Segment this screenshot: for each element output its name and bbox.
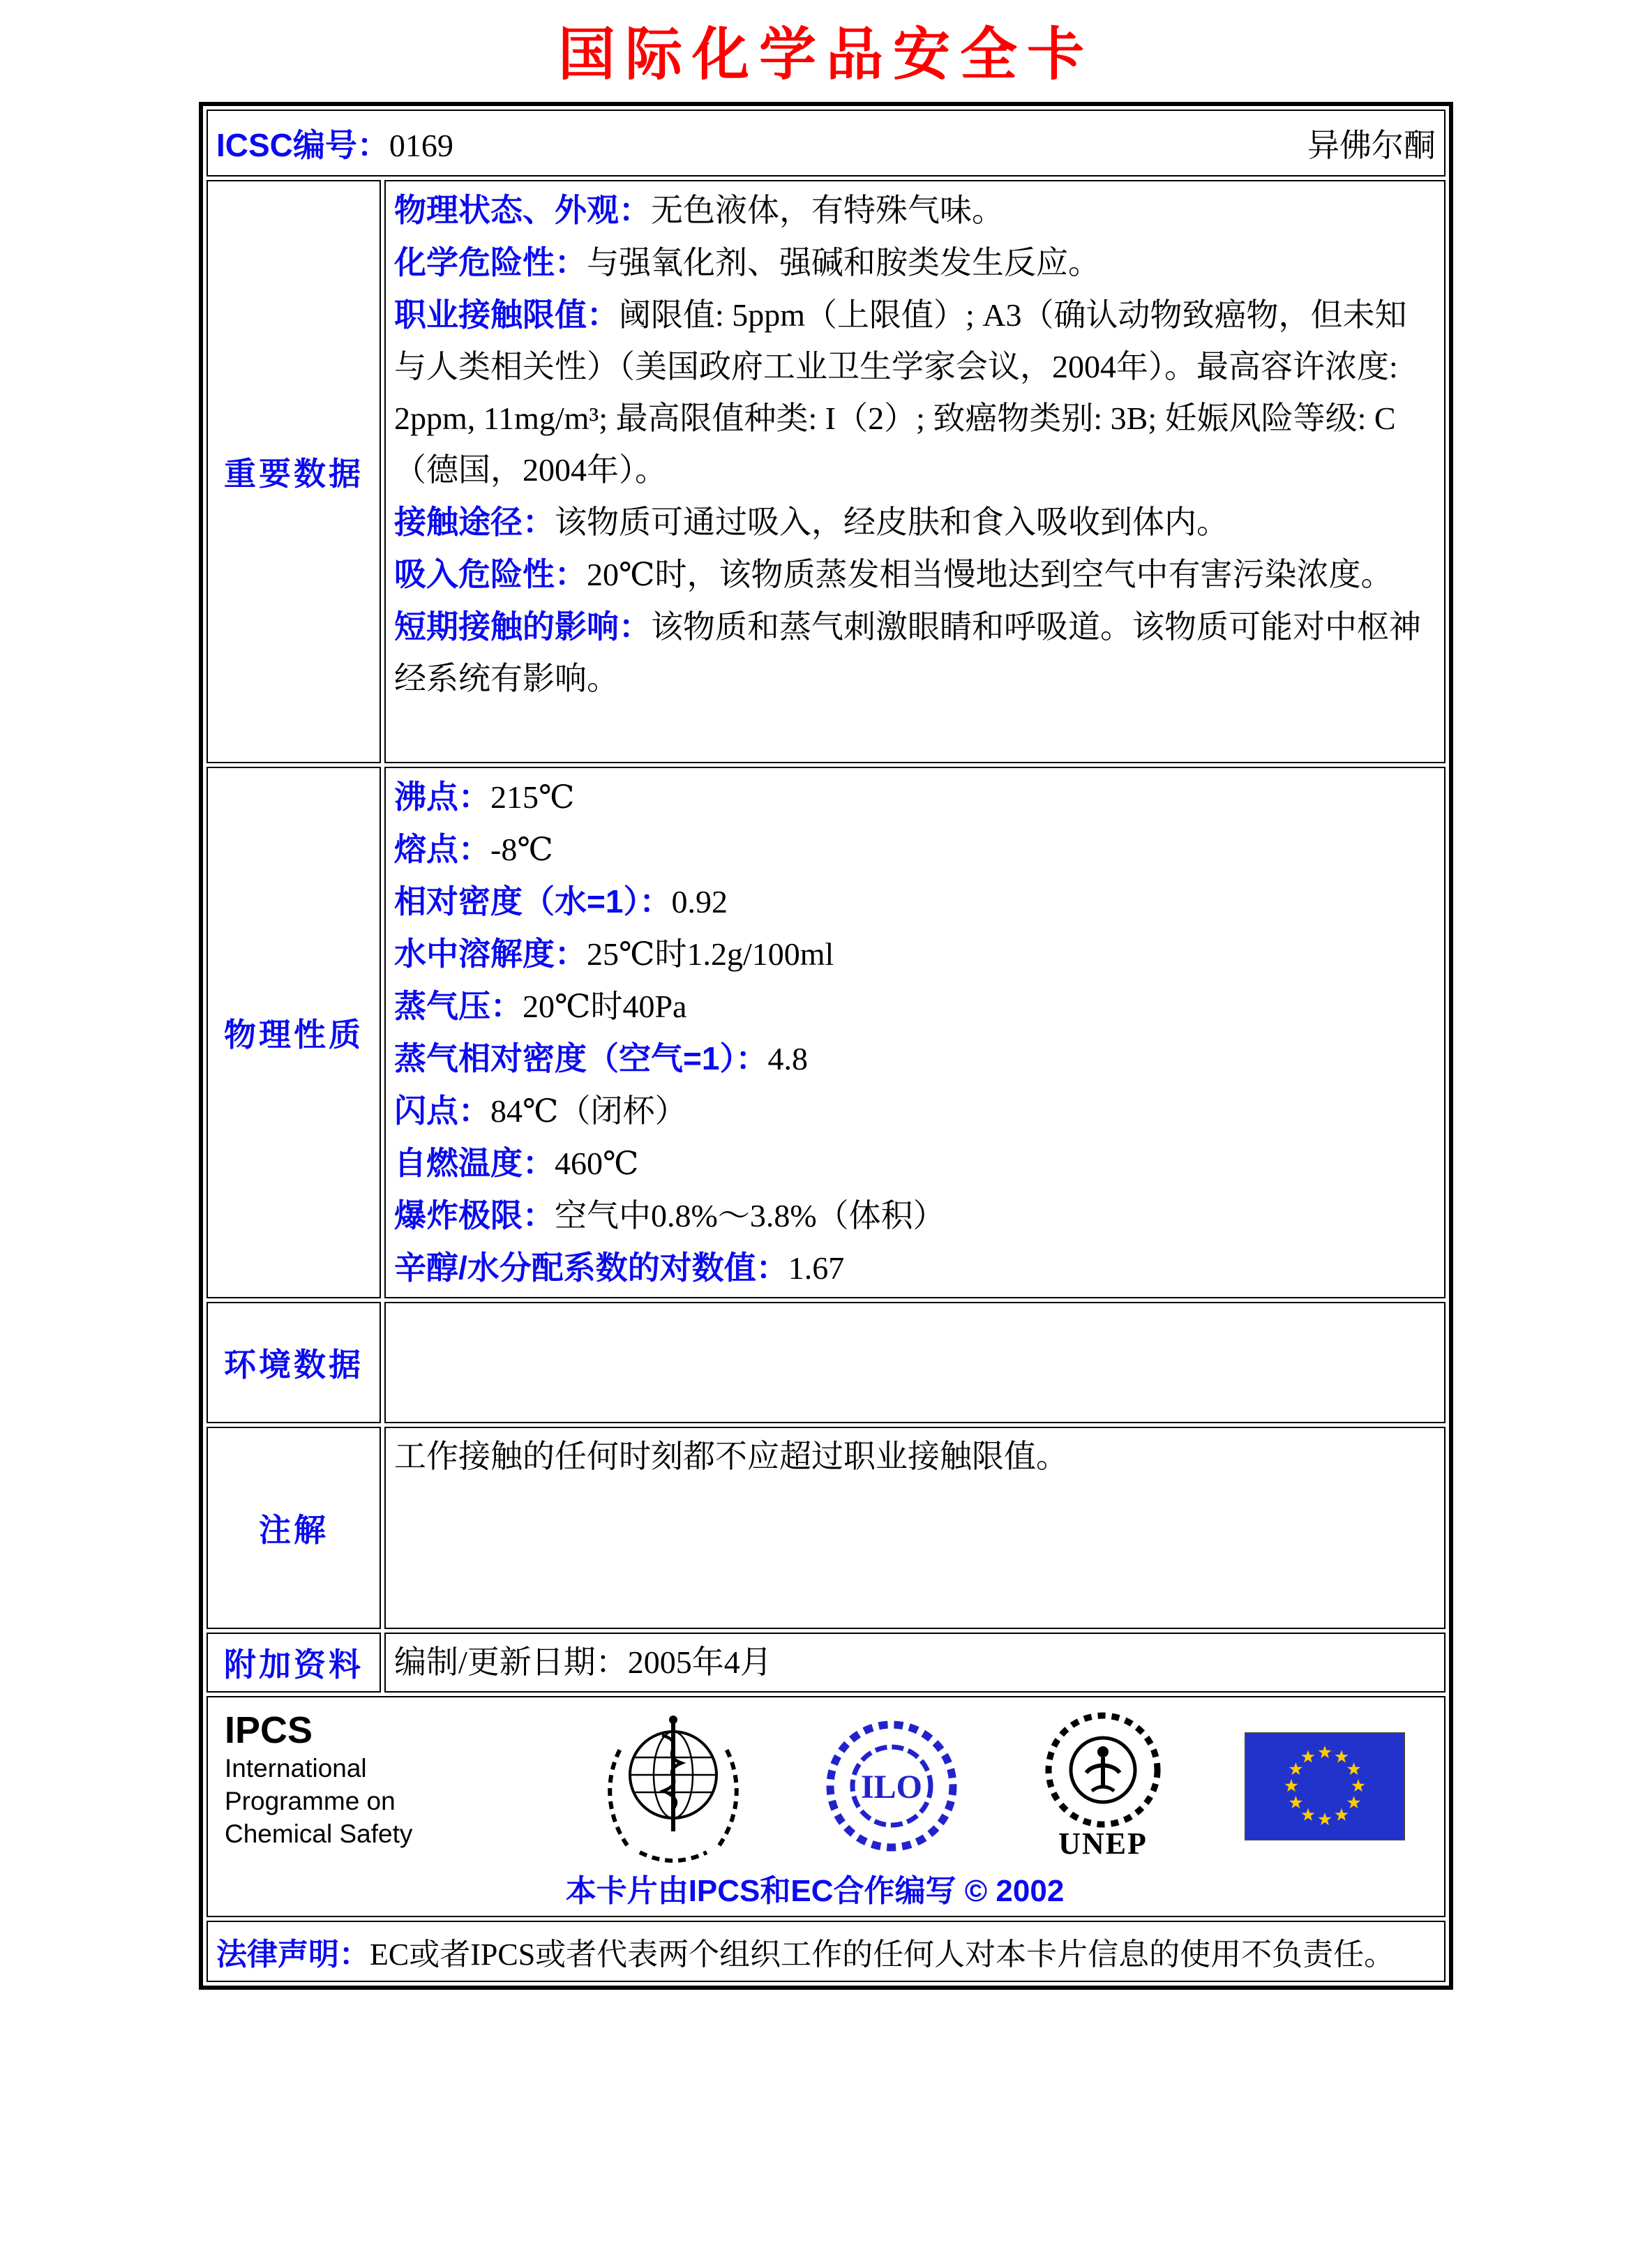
row-label-important-data: 重要数据 bbox=[206, 180, 381, 763]
who-logo-icon bbox=[603, 1709, 743, 1873]
item-text: 25℃时1.2g/100ml bbox=[587, 936, 834, 972]
ipcs-text-block bbox=[225, 1709, 525, 1850]
ipcs-line-1: International bbox=[225, 1754, 367, 1783]
ipcs-acronym: IPCS bbox=[225, 1709, 313, 1751]
legal-notice-text: EC或者IPCS或者代表两个组织工作的任何人对本卡片信息的使用不负责任。 bbox=[370, 1937, 1395, 1972]
item-label: 职业接触限值： bbox=[394, 297, 619, 333]
icsc-card-table bbox=[199, 102, 1453, 1990]
item-label: 化学危险性： bbox=[394, 244, 587, 280]
item-boiling-point bbox=[394, 771, 1436, 823]
item-label: 吸入危险性： bbox=[394, 556, 587, 592]
eu-flag-icon bbox=[1245, 1732, 1405, 1840]
item-label: 沸点： bbox=[394, 779, 490, 815]
item-label: 闪点： bbox=[394, 1093, 490, 1129]
item-label: 爆炸极限： bbox=[394, 1197, 555, 1233]
row-additional-info bbox=[206, 1633, 1446, 1693]
item-label: 水中溶解度： bbox=[394, 936, 587, 972]
notes-text: 工作接触的任何时刻都不应超过职业接触限值。 bbox=[394, 1439, 1068, 1474]
item-text: 该物质和蒸气刺激眼睛和呼吸道。该物质可能对中枢神经系统有影响。 bbox=[394, 609, 1421, 696]
legal-notice-label: 法律声明： bbox=[216, 1937, 370, 1972]
item-relative-density bbox=[394, 876, 1436, 928]
logo-strip bbox=[225, 1709, 1405, 1873]
item-text: 阈限值: 5ppm（上限值）; A3（确认动物致癌物，但未知与人类相关性）（美国政府工业卫生学家会议，2004年）。最高容许浓度: 2ppm, 11mg/m³; 最高限值种类: I（2）; 致癌物类别: 3B; 妊娠风险等级: C（德国，2004年）。 bbox=[394, 297, 1407, 488]
physical-properties-content bbox=[384, 767, 1446, 1298]
item-water-solubility bbox=[394, 928, 1436, 980]
item-label: 相对密度（水=1）： bbox=[394, 883, 672, 920]
item-text: 20℃时，该物质蒸发相当慢地达到空气中有害污染浓度。 bbox=[587, 557, 1393, 592]
item-label: 短期接触的影响： bbox=[394, 608, 651, 645]
row-label-additional-info: 附加资料 bbox=[206, 1633, 381, 1693]
chemical-name: 异佛尔酮 bbox=[1307, 128, 1436, 163]
row-label-notes: 注解 bbox=[206, 1427, 381, 1629]
item-label: 辛醇/水分配系数的对数值： bbox=[394, 1250, 788, 1286]
item-label: 蒸气相对密度（空气=1）： bbox=[394, 1040, 768, 1077]
attribution-text: 本卡片由IPCS和EC合作编写 bbox=[565, 1874, 956, 1908]
row-notes bbox=[206, 1427, 1446, 1629]
item-vapor-pressure bbox=[394, 980, 1436, 1033]
item-label: 熔点： bbox=[394, 831, 490, 867]
item-octanol-water-partition bbox=[394, 1242, 1436, 1294]
item-label: 物理状态、外观： bbox=[394, 192, 651, 228]
item-chemical-danger bbox=[394, 237, 1436, 289]
icsc-number-label: ICSC编号： bbox=[216, 127, 389, 163]
item-text: 460℃ bbox=[555, 1146, 639, 1181]
item-text: 空气中0.8%～3.8%（体积） bbox=[555, 1198, 945, 1233]
item-text: 215℃ bbox=[490, 779, 575, 815]
row-organization-logos bbox=[206, 1696, 1446, 1917]
page-title: 国际化学品安全卡 bbox=[557, 23, 1094, 87]
ilo-logo-icon bbox=[822, 1709, 961, 1863]
additional-info-content: 编制/更新日期：2005年4月 bbox=[384, 1633, 1446, 1693]
card-header-cell bbox=[206, 110, 1446, 177]
unep-label: UNEP bbox=[1058, 1826, 1148, 1861]
item-physical-state-appearance bbox=[394, 184, 1436, 237]
row-label-physical-properties: 物理性质 bbox=[206, 767, 381, 1298]
unep-block bbox=[1040, 1709, 1166, 1859]
eu-flag-wrap bbox=[1245, 1732, 1405, 1840]
svg-text:ILO: ILO bbox=[860, 1769, 923, 1806]
item-exposure-routes bbox=[394, 496, 1436, 548]
item-text: -8℃ bbox=[490, 832, 553, 867]
item-text: 20℃时40Pa bbox=[523, 989, 687, 1024]
item-autoignition-temperature bbox=[394, 1137, 1436, 1190]
item-text: 与强氧化剂、强碱和胺类发生反应。 bbox=[587, 245, 1100, 280]
row-environmental-data bbox=[206, 1302, 1446, 1423]
item-vapor-relative-density bbox=[394, 1033, 1436, 1085]
item-text: 该物质可通过吸入，经皮肤和食入吸收到体内。 bbox=[555, 504, 1229, 540]
icsc-number-group bbox=[216, 120, 453, 166]
item-label: 自燃温度： bbox=[394, 1145, 555, 1181]
icsc-card-page bbox=[0, 25, 1652, 1990]
row-legal-notice bbox=[206, 1921, 1446, 1982]
environmental-data-content bbox=[384, 1302, 1446, 1423]
ipcs-line-3: Chemical Safety bbox=[225, 1820, 413, 1848]
icsc-number-value: 0169 bbox=[389, 128, 453, 163]
unep-logo-icon bbox=[1040, 1709, 1166, 1834]
card-attribution bbox=[225, 1874, 1405, 1909]
row-important-data bbox=[206, 180, 1446, 763]
item-text: 无色液体，有特殊气味。 bbox=[651, 193, 1004, 228]
item-short-term-effects bbox=[394, 601, 1436, 705]
item-melting-point bbox=[394, 823, 1436, 876]
item-text: 84℃（闭杯） bbox=[490, 1093, 687, 1129]
item-occupational-exposure-limits bbox=[394, 289, 1436, 496]
item-flash-point bbox=[394, 1085, 1436, 1137]
item-label: 蒸气压： bbox=[394, 988, 523, 1024]
item-label: 接触途径： bbox=[394, 504, 555, 540]
ipcs-line-2: Programme on bbox=[225, 1787, 396, 1815]
item-text: 4.8 bbox=[767, 1041, 808, 1077]
notes-content bbox=[384, 1427, 1446, 1629]
row-physical-properties bbox=[206, 767, 1446, 1298]
item-explosive-limits bbox=[394, 1190, 1436, 1242]
item-text: 0.92 bbox=[671, 884, 728, 920]
row-label-environmental-data: 环境数据 bbox=[206, 1302, 381, 1423]
row-card-header bbox=[206, 110, 1446, 177]
logos-cell bbox=[206, 1696, 1446, 1917]
copyright-text: © 2002 bbox=[964, 1874, 1065, 1908]
item-inhalation-risk bbox=[394, 548, 1436, 601]
item-text: 1.67 bbox=[788, 1250, 845, 1286]
important-data-content bbox=[384, 180, 1446, 763]
legal-notice-cell bbox=[206, 1921, 1446, 1982]
